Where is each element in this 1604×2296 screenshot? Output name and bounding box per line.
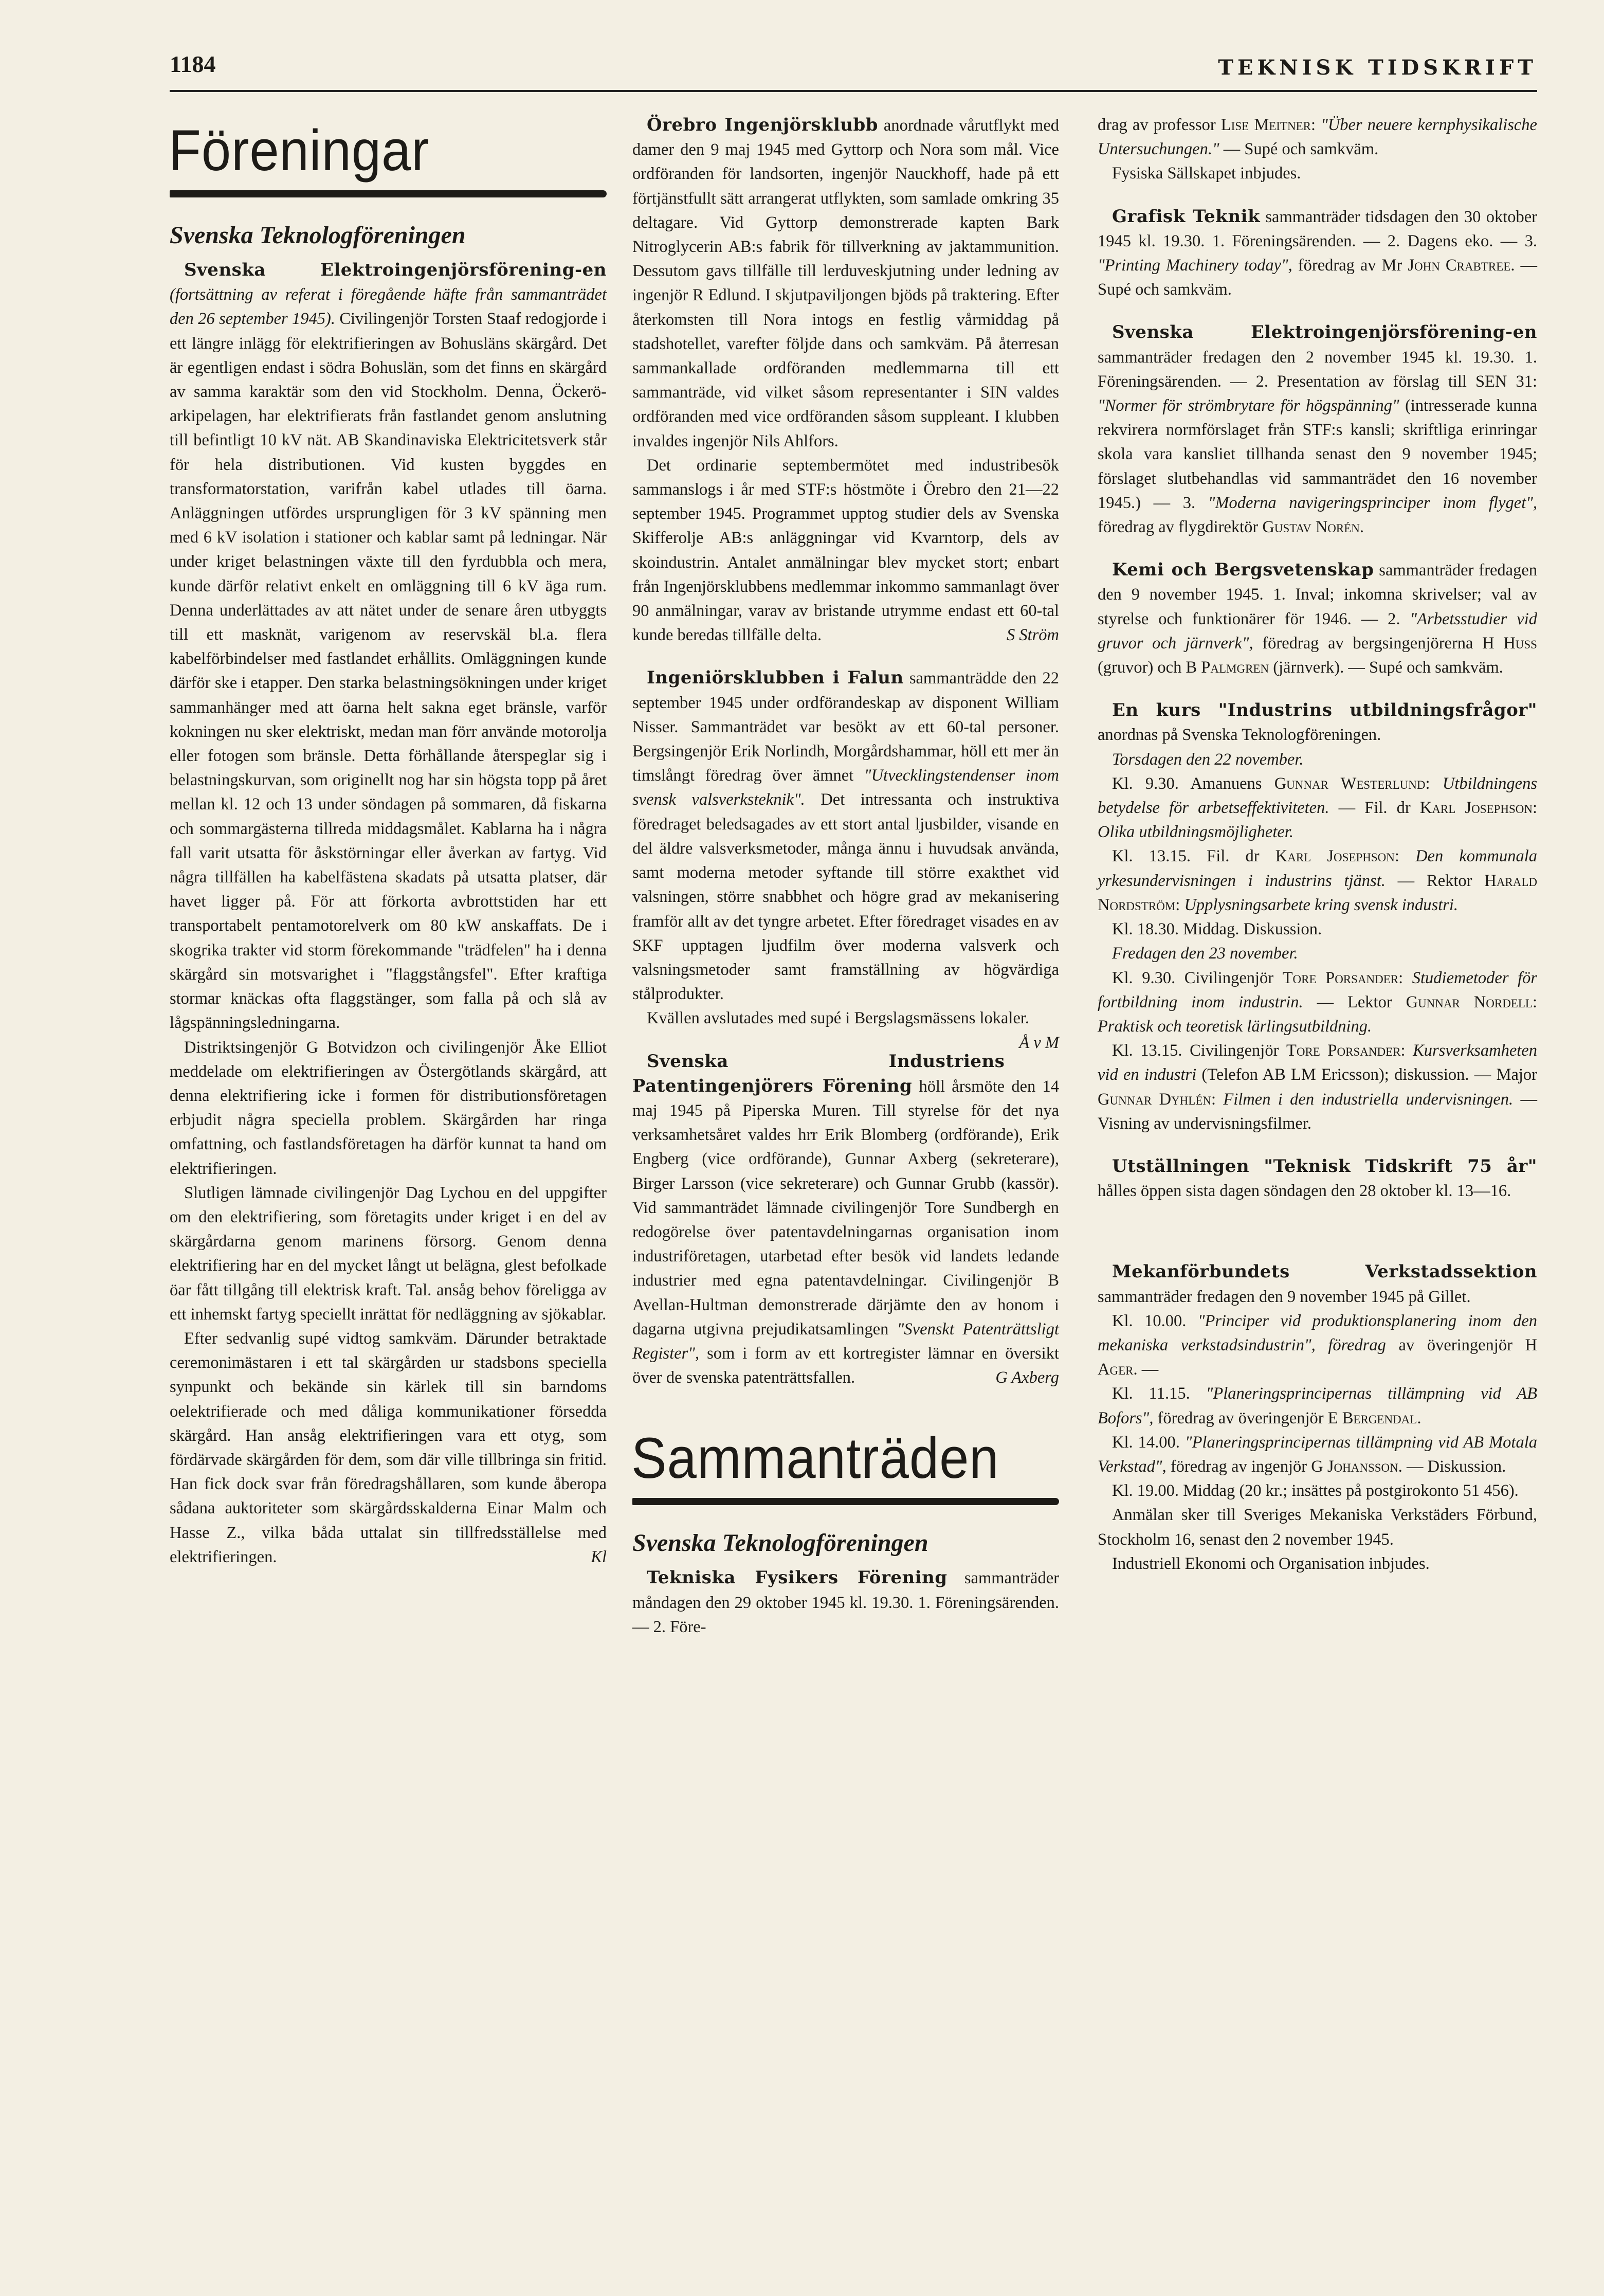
article-orebro	[632, 113, 1059, 454]
person-name: Bergendal	[1342, 1408, 1417, 1427]
person-name: Harald Nordström	[1098, 871, 1537, 914]
column-2	[632, 113, 1059, 1639]
spacer	[1098, 680, 1537, 698]
column-3	[1098, 113, 1537, 1576]
spacer	[632, 1031, 1059, 1050]
lecture-title: "Arbetsstudier vid gruvor och järnverk",	[1098, 609, 1538, 653]
paragraph-text: (intresserade kunna rekvirera normförslaget från STF:s kansli; skriftliga erinringar skola vara kansliet tillhanda senast den 9 november 1945; förslaget slutbehandlas vid sammanträdet den 16 november 1945.) — 3.	[1098, 396, 1538, 512]
session-time: Kl. 11.15.	[1112, 1384, 1206, 1403]
paragraph-text: (gruvor) och B	[1098, 658, 1201, 677]
person-name: Palmgren	[1201, 658, 1269, 677]
spacer	[632, 1390, 1059, 1421]
paragraph-text: sammanträder måndagen den 29 oktober 1945 kl. 19.30. 1. Föreningsärenden. — 2. Före-	[632, 1569, 1059, 1636]
paragraph: Fysiska Sällskapet inbjudes.	[1112, 164, 1301, 183]
program-item: Kl. 19.00. Middag (20 kr.; insättes på postgirokonto 51 456).	[1112, 1481, 1519, 1500]
person-name: Huss	[1503, 634, 1537, 653]
article-heading: Svenska Industriens Patentingenjörers Förening	[632, 1051, 1005, 1096]
session-time: Kl. 14.00.	[1112, 1433, 1185, 1452]
paragraph-text: föredrag av överingenjör E	[1153, 1408, 1342, 1427]
paragraph-text: .	[1359, 518, 1364, 537]
person-name: Lise Meitner	[1220, 116, 1311, 134]
paragraph-text: .	[1417, 1408, 1421, 1427]
course-day: Torsdagen den 22 november.	[1112, 750, 1304, 769]
lecture-title: "Planeringsprincipernas tillämpning vid AB Motala Verkstad",	[1098, 1433, 1537, 1476]
session-time: Kl. 13.15. Civilingenjör	[1112, 1041, 1286, 1060]
article-heading: Kemi och Bergsvetenskap	[1112, 559, 1374, 581]
person-name: Karl Josephson	[1275, 847, 1395, 866]
article-falun	[632, 666, 1059, 1006]
lecture-title: Filmen i den industriella undervisningen.	[1223, 1090, 1514, 1109]
separator: :	[1211, 1090, 1224, 1109]
paragraph-text: drag av professor	[1098, 116, 1221, 134]
article-heading: Ingeniörsklubben i Falun	[647, 667, 904, 689]
paragraph-text: av överingenjör H	[1386, 1335, 1537, 1354]
person-name: Karl Josephson	[1419, 799, 1533, 818]
article-fysikers	[632, 1566, 1059, 1639]
spacer	[1098, 1136, 1537, 1154]
spacer	[1098, 539, 1537, 558]
session-time: Kl. 9.30. Amanuens	[1112, 774, 1274, 793]
article-elektroingenjorer-meeting	[1098, 320, 1537, 539]
article-heading: Utställningen "Teknisk Tidskrift 75 år"	[1112, 1155, 1537, 1177]
course-session	[1098, 844, 1537, 917]
paragraph-text: hålles öppen sista dagen söndagen den 28 oktober kl. 13—16.	[1098, 1182, 1511, 1201]
separator: :	[1532, 799, 1537, 818]
page-header	[170, 46, 1537, 93]
separator: :	[1425, 774, 1443, 793]
paragraph-text: Efter sedvanlig supé vidtog samkväm. Därunder betraktade ceremonimästaren i ett tal skärgården ur stadsbons speciella synpunkt och bekände sin kärlek till sin barndoms oelektrifierade och med dåliga kommunikationer försedda skärgård. Han ansåg elektrifieringen vara ett otyg, som fördärvade skärgården för dem, som där ville tillbringa sin fritid. Han fick dock svar från föredragshållaren, som kunde åberopa sådana auktoriteter som skärgårdsskalderna Einar Malm och Hasse Z., vilka båda uttalat sin tillfredsställelse med elektrifieringen.	[170, 1329, 607, 1566]
program-item	[1098, 1431, 1537, 1479]
author-signature: G Axberg	[995, 1368, 1059, 1387]
paragraph-text: — Visning av undervisningsfilmer.	[1098, 1090, 1538, 1133]
column-1	[170, 113, 607, 1569]
article-grafisk-teknik	[1098, 205, 1537, 302]
person-name: Gunnar Westerlund	[1274, 774, 1426, 793]
lecture-title: Studiemetoder för fortbildning inom industrin.	[1098, 968, 1538, 1011]
course-day: Fredagen den 23 november.	[1112, 944, 1298, 963]
paragraph: Industriell Ekonomi och Organisation inbjudes.	[1112, 1554, 1430, 1573]
paragraph	[632, 1006, 1059, 1052]
session-time: Kl. 9.30. Civilingenjör	[1112, 968, 1283, 987]
session-time: Kl. 10.00.	[1112, 1311, 1198, 1330]
lecture-title: Olika utbildningsmöjligheter.	[1098, 823, 1293, 842]
person-name: Gunnar Dyhlén	[1098, 1090, 1211, 1109]
paragraph-text: (järnverk). — Supé och samkväm.	[1269, 658, 1503, 677]
paragraph-text: Det ordinarie septembermötet med industribesök sammanslogs i år med STF:s höstmöte i Örebro den 21—22 september 1945. Programmet upptog studier dels av Svenska Skifferolje AB:s anläggningar vid Kvarntorp, dels av skoindustrin. Antalet anmälningar blev mycket stort; enbart från Ingenjörsklubbens medlemmar inkommo sammanlagt över 90 anmälningar, varav av bristande utrymme endast ett 60-tal kunde beredas tillfälle delta.	[632, 456, 1059, 645]
section-subtitle: Svenska Teknologföreningen	[170, 222, 466, 249]
section-title-foreningar: Föreningar	[169, 118, 430, 183]
paragraph-text: sammanträdde den 22 september 1945 under ordförandeskap av disponent William Nisser. Sammanträdet var besökt av ett 60-tal personer. Bergsingenjör Erik Norlindh, Morgårdshammar, höll ett mer än timslångt föredrag över ämnet	[632, 669, 1060, 785]
lecture-title: "Utvecklingstendenser inom svensk valsverksteknik".	[632, 766, 1060, 809]
article-heading: Tekniska Fysikers Förening	[647, 1567, 947, 1588]
article-heading: Örebro Ingenjörsklubb	[647, 115, 879, 135]
paragraph-text: Det intressanta och instruktiva föredraget beledsagades av ett stort antal ljusbilder, visande en del äldre valsverksmetoder, många ännu i huvudsak använda, samt moderna metoder syftande till större exakthet vid valsningen, större snabbhet och högre grad av mekanisering framför allt av det tyngre arbetet. Efter föredraget visades en av SKF upptagen ljudfilm över moderna valsverk och valsningsmetoder samt framställning av högvärdiga stålprodukter.	[632, 790, 1059, 1004]
paragraph: Distriktsingenjör G Botvidzon och civilingenjör Åke Elliot meddelade om elektrifieringen av Östergötlands skärgård, att denna elektrifiering icke i formen för distributionsföretagen erbjudit några speciella problem. Skärgården har ringa omfattning, och fastlandsföretagen ha därför kunnat ta hand om elektrifieringen.	[170, 1038, 607, 1178]
author-signature: Kl	[591, 1547, 607, 1566]
spacer	[632, 647, 1059, 666]
course-session	[1098, 1039, 1537, 1136]
paragraph-text: föredrag av bergsingenjörerna H	[1253, 634, 1504, 653]
article-utstallning	[1098, 1154, 1537, 1203]
author-signature: Å v M	[1019, 1033, 1059, 1052]
paragraph-text: — Supé och samkväm.	[1219, 140, 1379, 159]
paragraph-text: — Fil. dr	[1329, 799, 1420, 818]
article-kurs	[1098, 698, 1537, 747]
program-item	[1098, 1382, 1537, 1430]
person-name: Ager	[1098, 1360, 1134, 1379]
article-heading: En kurs "Industrins utbildningsfrågor"	[1112, 700, 1537, 721]
paragraph-text: sammanträder fredagen den 2 november 1945 kl. 19.30. 1. Föreningsärenden. — 2. Presentation av förslag till SEN 31:	[1098, 348, 1537, 391]
article-elektroingenjorer	[170, 258, 607, 1036]
lecture-title: Kursverksamheten vid en industri	[1098, 1041, 1537, 1084]
course-session	[1098, 772, 1537, 845]
lecture-title: Praktisk och teoretisk lärlingsutbildning.	[1098, 1017, 1372, 1036]
paragraph-text: Kvällen avslutades med supé i Bergslagsmässens lokaler.	[647, 1009, 1030, 1028]
person-name: Gunnar Nordell	[1406, 992, 1533, 1011]
lecture-title: "Principer vid produktionsplanering inom den mekaniska verkstadsindustrin", föredrag	[1098, 1311, 1538, 1354]
paragraph: Anmälan sker till Sveriges Mekaniska Verkstäders Förbund, Stockholm 16, senast den 2 november 1945.	[1098, 1506, 1537, 1549]
paragraph-text: . — Supé och samkväm.	[1098, 256, 1537, 299]
lecture-title: "Moderna navigeringsprinciper inom flyget",	[1208, 493, 1537, 512]
paragraph-text: . —	[1133, 1360, 1159, 1379]
paragraph-text: anordnade vårutflykt med damer den 9 maj 1945 med Gyttorp och Nora som mål. Vice ordföranden för landsorten, ingenjör Nauckhoff, hade på ett förtjänstfullt sätt arrangerat utflykten, som samlade omkring 35 deltagare. Vid Gyttorp demonstrerade kapten Bark Nitroglycerin AB:s fabrik för tillverkning av jaktammunition. Dessutom gavs tillfälle till lerduveskjutning under ledning av ingenjör R Edlund. I skjutpaviljongen bjöds på traktering. Efter återkomsten till Nora intogs en festlig vårmiddag på stadshotellet, varefter följde dans och samkväm. På återresan sammankallade ordföranden medlemmarna till ett sammanträde, vid vilket såsom representanter i SIN valdes ordföranden med vice ordföranden såsom suppleant. I klubben invaldes ingenjör Nils Ahlfors.	[632, 116, 1059, 450]
title-rule	[632, 1498, 1059, 1505]
paragraph-text: — Lektor	[1303, 992, 1406, 1011]
separator: :	[1532, 992, 1537, 1011]
separator: :	[1394, 847, 1416, 866]
course-session	[1098, 966, 1537, 1039]
lecture-title: Utbildningens betydelse för arbetseffektiviteten.	[1098, 774, 1537, 818]
lecture-title: Upplysningsarbete kring svensk industri.	[1184, 895, 1459, 914]
section-subtitle: Svenska Teknologföreningen	[632, 1529, 928, 1557]
separator: :	[1400, 1041, 1413, 1060]
person-name: Johansson	[1327, 1457, 1398, 1476]
person-name: Gustav Norén	[1262, 518, 1360, 537]
paragraph-text: anordnas på Svenska Teknologföreningen.	[1098, 726, 1381, 745]
paragraph	[170, 1327, 607, 1569]
section-title-sammantraden: Sammanträden	[631, 1426, 999, 1491]
lecture-title: Den kommunala yrkesundervisningen i industrins tjänst.	[1098, 847, 1537, 890]
paragraph-text: (Telefon AB LM Ericsson); diskussion. — Major	[1196, 1065, 1538, 1084]
spacer	[1098, 302, 1537, 320]
person-name: Tore Porsander	[1282, 968, 1399, 987]
article-fysikers-cont	[1098, 113, 1537, 161]
paragraph: Slutligen lämnade civilingenjör Dag Lychou en del uppgifter om den elektrifiering, som företagits under kriget i en del av skärgårdarna genom marinens försorg. Genom denna elektrifiering har en del mycket långt ut belägna, glest befolkade öar fått tillgång till elektrisk kraft. Tal. ansåg behov föreligga av ett inhemskt fartyg speciellt inrättat för nedläggning av sjökablar.	[170, 1183, 607, 1324]
author-signature: S Ström	[1006, 626, 1059, 645]
paragraph-text: föredrag av ingenjör G	[1166, 1457, 1327, 1476]
lecture-title: "Planeringsprincipernas tillämpning vid AB Bofors",	[1098, 1384, 1538, 1427]
article-heading: Svenska Elektroingenjörsförening-en	[1112, 322, 1537, 343]
article-note: (fortsättning av referat i föregående häfte från sammanträdet den 26 september 1945).	[170, 285, 607, 329]
article-kemi-bergsvetenskap	[1098, 558, 1537, 680]
person-name: John Crabtree	[1408, 256, 1511, 275]
paragraph-text: — Rektor	[1385, 871, 1485, 890]
article-heading: Mekanförbundets Verkstadssektion	[1112, 1261, 1537, 1282]
paragraph-text: föredrag av flygdirektör	[1098, 518, 1263, 537]
page-number: 1184	[170, 51, 216, 77]
paragraph-text: sammanträder fredagen den 9 november 1945 på Gillet.	[1098, 1287, 1471, 1306]
program-item	[1098, 1309, 1537, 1382]
journal-title: TEKNISK TIDSKRIFT	[1218, 56, 1537, 80]
paragraph-text: sammanträder fredagen den 9 november 1945. 1. Inval; inkomna skrivelser; val av styrelse och funktionärer för 1946. — 2.	[1098, 561, 1537, 628]
lecture-title: "Printing Machinery today",	[1098, 256, 1292, 275]
paragraph-text: :	[1311, 116, 1321, 134]
paragraph-text: föredrag av Mr	[1292, 256, 1408, 275]
session-time: Kl. 13.15. Fil. dr	[1112, 847, 1275, 866]
paragraph-text: sammanträder tidsdagen den 30 oktober 1945 kl. 19.30. 1. Föreningsärenden. — 2. Dagens eko. — 3.	[1098, 207, 1538, 250]
paragraph: Civilingenjör Torsten Staaf redogjorde i ett längre inlägg för elektrifieringen av Bohusläns skärgård. Det är egentligen endast i södra Bohuslän, som det finns en skärgård av samma karaktär som den vid Stockholm. Denna, Öckerö-arkipelagen, har elektrifierats från fastlandet genom anslutning till befintligt 10 kV nät. AB Skandinaviska Elektricitetsverk står för hela distributionen. Vid kusten byggdes en transformatorstation, varifrån kabel utlades till öarna. Anläggningen utfördes ursprungligen för 3 kV spänning men med 6 kV isolation i stationer och kablar samt på ledningar. När under kriget belastningen växte till den fyrdubbla och mera, kunde därför relativt enkelt en omläggning till 6 kV äga rum. Denna underlättades av att nätet under de senare åren utbyggts till ett masknät, varigenom av reservskäl bl.a. flera kabelförbindelser med fastlandet erhållits. Omläggningen kunde därför ske i etapper. Den starka belastningsökningen under kriget sammanhänger med att öarna helt sakna eget bränsle, varför kokningen nu sker elektriskt, medan man förr använde motorolja eller fotogen som bränsle. Detta förhållande återspeglar sig i belastningskurvan, som originellt nog har sin högsta topp på året mellan kl. 12 och 13 under söndagen på sommaren, då fiskarna och sommargästerna tillreda middagsmålet. Kablarna ha i några fall varit utsatta för åskstörningar eller åverkan av fartyg. Vid några tillfällen ha kabelfästena skadats på utsatta platser, där havet ligger på. För att förkorta avbrottstiden har ett transportabelt pentamotorelverk om 80 kW anskaffats. De i skogrika trakter vid storm förekommande "trädfelen" ha i denna skärgård sin motsvarighet i "flaggstångsfel". Efter kraftiga stormar knäckas ofta flaggstänger, som falla på och slå av lågspänningsledningarna.	[170, 310, 607, 1033]
paragraph-text: som i form av ett kortregister lämnar en översikt över de svenska patenträttsfallen.	[632, 1344, 1059, 1387]
person-name: Tore Porsander	[1286, 1041, 1401, 1060]
article-heading: Grafisk Teknik	[1112, 206, 1261, 227]
lecture-title: "Über neuere kernphysikalische Untersuchungen."	[1098, 116, 1537, 159]
article-patentingenjorer	[632, 1050, 1059, 1390]
paragraph-text: . — Diskussion.	[1398, 1457, 1506, 1476]
spacer	[1098, 186, 1537, 205]
publication-title: "Svenskt Patenträttsligt Register",	[632, 1319, 1059, 1363]
title-rule	[170, 190, 607, 197]
proposal-title: "Normer för strömbrytare för högspänning"	[1098, 396, 1399, 415]
paragraph	[632, 454, 1059, 648]
article-heading: Svenska Elektroingenjörsförening-en	[184, 260, 607, 280]
separator: :	[1398, 968, 1412, 987]
spacer	[1098, 1203, 1537, 1260]
course-session: Kl. 18.30. Middag. Diskussion.	[1112, 920, 1322, 939]
header-rule	[170, 90, 1537, 92]
separator: :	[1175, 895, 1184, 914]
article-mekanforbundet	[1098, 1260, 1537, 1309]
paragraph-text: höll årsmöte den 14 maj 1945 på Piperska Muren. Till styrelse för det nya verksamhetsåret valdes hrr Erik Blomberg (ordförande), Erik Engberg (vice ordförande), Gunnar Axberg (sekreterare), Birger Larsson (vice sekreterare) och Gunnar Grubb (kassör). Vid sammanträdet lämnade civilingenjör Tore Sundbergh en redogörelse över patentavdelningarnas organisation inom industriföretagen, utarbetad efter besök vid landets ledande industrier med egna patentavdelningar. Civilingenjör B Avellan-Hultman demonstrerade därjämte den av honom i dagarna utgivna prejudikatsamlingen	[632, 1077, 1059, 1339]
